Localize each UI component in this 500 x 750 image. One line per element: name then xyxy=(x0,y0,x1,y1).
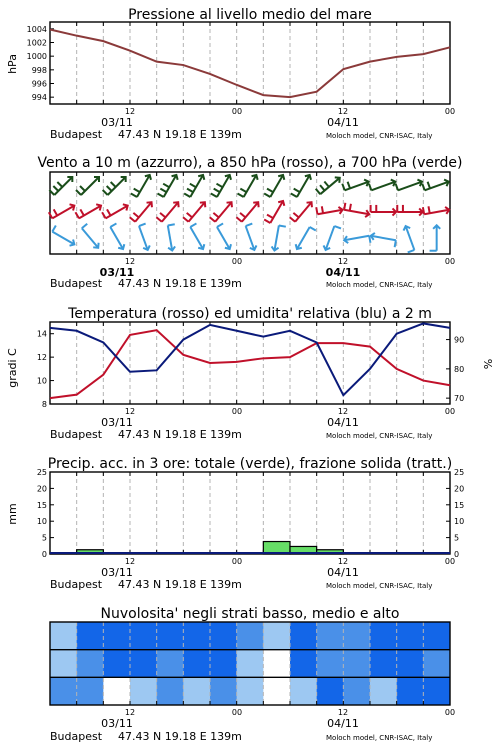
x-tick-label: 12 xyxy=(124,107,136,116)
cloud-cell xyxy=(397,650,424,678)
wind-barb xyxy=(289,202,313,222)
barb-feather xyxy=(53,186,58,191)
barb-shaft xyxy=(317,199,342,224)
wind-barb xyxy=(186,222,209,249)
y-tick-label: 25 xyxy=(36,468,47,477)
location-coords: 47.43 N 19.18 E 139m xyxy=(118,128,242,141)
date-label: 03/11 xyxy=(101,717,133,730)
cloud-cell xyxy=(183,650,210,678)
wind-barb xyxy=(420,225,449,254)
wind-barb xyxy=(367,196,396,225)
barb-shaft xyxy=(294,202,314,222)
wind-barb xyxy=(420,172,448,198)
cloud-cell xyxy=(263,650,290,678)
wind-barb xyxy=(340,172,368,198)
precipitation-chart-title: Precip. acc. in 3 ore: totale (verde), frazione solida (tratt.) xyxy=(47,456,453,472)
y-tick-label: 12 xyxy=(36,353,47,363)
cloud-cell xyxy=(397,677,424,705)
wind-barb xyxy=(207,175,234,198)
x-tick-label: 12 xyxy=(337,557,349,566)
barb-feather xyxy=(57,182,62,187)
wind-barb xyxy=(47,200,74,223)
cloud-cell xyxy=(290,650,317,678)
wind-barb xyxy=(235,202,259,222)
temperature-chart-title: Temperatura (rosso) ed umidita' relativa (blu) a 2 m xyxy=(68,306,432,322)
barb-feather xyxy=(110,222,116,228)
cloud-cell xyxy=(157,650,184,678)
barb-feather xyxy=(190,222,196,228)
cloud-cell xyxy=(157,622,184,650)
date-label: 03/11 xyxy=(101,566,133,579)
barb-shaft xyxy=(160,202,180,222)
cloud-cell xyxy=(370,650,397,678)
barb-shaft xyxy=(214,202,234,222)
x-tick-label: 00 xyxy=(231,257,243,266)
y-tick-label-right: 70 xyxy=(454,394,465,404)
y-tick-label: 1000 xyxy=(26,52,47,62)
cloud-cell xyxy=(103,650,130,678)
barb-feather xyxy=(190,182,196,188)
wind-barb xyxy=(101,200,128,223)
barb-feather xyxy=(291,192,297,198)
barb-feather xyxy=(187,187,193,193)
y-tick-label-right: 80 xyxy=(454,364,465,374)
barb-feather xyxy=(163,182,169,188)
cloud-cell xyxy=(183,622,210,650)
barb-feather xyxy=(210,217,215,222)
barb-feather xyxy=(399,205,406,212)
barb-feather xyxy=(294,187,300,193)
barb-shaft xyxy=(320,176,340,196)
location-city: Budapest xyxy=(50,277,103,290)
y-tick-label: 10 xyxy=(36,517,47,527)
wind-barb xyxy=(106,222,129,249)
x-tick-label: 12 xyxy=(337,407,349,416)
wind-barb xyxy=(261,201,288,224)
wind-barb xyxy=(344,225,373,253)
x-tick-label: 00 xyxy=(444,557,456,566)
barb-feather xyxy=(320,185,325,190)
x-tick-label: 00 xyxy=(444,407,456,416)
cloud-cell xyxy=(237,622,264,650)
barb-feather xyxy=(315,189,320,194)
wind-barb xyxy=(234,175,261,198)
location-coords: 47.43 N 19.18 E 139m xyxy=(118,428,242,441)
barb-feather xyxy=(217,182,223,188)
wind-barb xyxy=(51,222,74,249)
cloud-cell xyxy=(290,677,317,705)
cloud-cell xyxy=(370,677,397,705)
barb-shaft xyxy=(424,225,449,250)
location-city: Budapest xyxy=(50,128,103,141)
y-tick-label: 15 xyxy=(36,500,47,510)
barb-feather xyxy=(217,222,223,228)
wind-barb xyxy=(394,172,422,198)
barb-feather xyxy=(236,217,241,222)
barb-shaft xyxy=(80,228,100,248)
wind-barb xyxy=(292,226,319,249)
model-credit: Moloch model, CNR-ISAC, Italy xyxy=(326,734,433,742)
wind-barb xyxy=(396,226,422,254)
wind-barb xyxy=(261,175,288,198)
barb-shaft xyxy=(344,199,369,224)
cloud-cell xyxy=(50,650,77,678)
barb-feather xyxy=(184,192,190,198)
cloud-cell xyxy=(397,622,424,650)
barb-feather xyxy=(101,212,107,218)
precipitation-plot-frame xyxy=(50,472,450,554)
wind-barb xyxy=(155,202,179,222)
location-coords: 47.43 N 19.18 E 139m xyxy=(118,730,242,743)
cloud-cell xyxy=(317,677,344,705)
barb-feather xyxy=(213,212,218,217)
wind-barb xyxy=(182,202,206,222)
y-tick-label: 10 xyxy=(36,376,47,386)
cloud-cell xyxy=(77,677,104,705)
wind-barb xyxy=(209,202,233,222)
y-tick-label-right: 90 xyxy=(454,335,465,345)
barb-shaft xyxy=(371,174,395,198)
barb-shaft xyxy=(371,225,396,250)
model-credit: Moloch model, CNR-ISAC, Italy xyxy=(326,281,433,289)
y-tick-label: 0 xyxy=(41,550,47,559)
barb-feather xyxy=(74,212,80,218)
barb-feather xyxy=(133,212,138,217)
barb-feather xyxy=(183,217,188,222)
barb-feather xyxy=(279,223,286,230)
temperature-line xyxy=(50,330,450,398)
barb-shaft xyxy=(240,202,260,222)
y-tick-label-right: 25 xyxy=(454,468,465,477)
barb-feather xyxy=(160,187,166,193)
cloud-cell xyxy=(343,622,370,650)
barb-feather xyxy=(392,240,399,247)
wind-barb xyxy=(131,222,157,250)
barb-feather xyxy=(131,192,137,198)
wind-chart-title: Vento a 10 m (azzurro), a 850 hPa (rosso), a 700 hPa (verde) xyxy=(37,155,463,171)
y-tick-label-right: 15 xyxy=(454,500,465,510)
wind-barb xyxy=(420,197,449,225)
pressure-chart-title: Pressione al livello medio del mare xyxy=(128,7,372,23)
x-tick-label: 00 xyxy=(231,557,243,566)
date-label: 03/11 xyxy=(101,116,133,129)
barb-feather xyxy=(310,226,316,232)
model-credit: Moloch model, CNR-ISAC, Italy xyxy=(326,132,433,140)
date-label: 04/11 xyxy=(327,416,359,429)
y-tick-label-right: 0 xyxy=(454,550,460,559)
wind-barb xyxy=(264,223,293,251)
humidity-ylabel: % xyxy=(482,358,495,370)
wind-barb xyxy=(49,177,72,195)
barb-shaft xyxy=(397,199,422,224)
location-city: Budapest xyxy=(50,428,103,441)
y-tick-label-right: 10 xyxy=(454,517,465,527)
cloud-cell xyxy=(423,677,450,705)
x-tick-label: 00 xyxy=(231,708,243,717)
wind-barb xyxy=(76,177,99,195)
wind-barb xyxy=(371,225,399,254)
precipitation-ylabel: mm xyxy=(6,503,19,525)
footer-panel-5 xyxy=(50,730,432,743)
date-label: 04/11 xyxy=(327,116,359,129)
barb-feather xyxy=(324,181,329,186)
wind-barb xyxy=(212,222,235,249)
barb-feather xyxy=(240,187,246,193)
date-label: 03/11 xyxy=(101,416,133,429)
cloud-cell xyxy=(423,650,450,678)
wind-barb xyxy=(157,221,185,250)
barb-shaft xyxy=(131,226,155,250)
y-tick-label: 1004 xyxy=(26,24,47,34)
pressure-ylabel: hPa xyxy=(6,54,19,74)
model-credit: Moloch model, CNR-ISAC, Italy xyxy=(326,432,433,440)
barb-feather xyxy=(211,192,217,198)
cloud-cell xyxy=(343,677,370,705)
barb-feather xyxy=(106,209,112,215)
footer-panel-1 xyxy=(50,128,432,141)
barb-shaft xyxy=(134,202,154,222)
location-coords: 47.43 N 19.18 E 139m xyxy=(118,277,242,290)
barb-shaft xyxy=(424,199,449,224)
y-tick-label: 994 xyxy=(31,93,47,103)
wind-barb xyxy=(103,177,126,195)
y-tick-label: 1002 xyxy=(26,38,47,48)
cloud-cell xyxy=(263,622,290,650)
wind-barb xyxy=(315,176,339,196)
barb-feather xyxy=(293,212,298,217)
x-tick-label: 12 xyxy=(124,557,136,566)
cloud-cell xyxy=(130,650,157,678)
barb-feather xyxy=(107,186,112,191)
model-credit: Moloch model, CNR-ISAC, Italy xyxy=(326,582,433,590)
y-tick-label: 5 xyxy=(41,533,47,543)
cloud-cell xyxy=(77,650,104,678)
barb-feather xyxy=(240,212,245,217)
barb-shaft xyxy=(238,226,262,250)
y-tick-label: 996 xyxy=(31,79,47,89)
barb-feather xyxy=(158,192,164,198)
barb-feather xyxy=(214,187,220,193)
cloud-cell xyxy=(423,622,450,650)
barb-feather xyxy=(80,186,85,191)
cloud-cell xyxy=(157,677,184,705)
cloud-cell xyxy=(77,622,104,650)
x-tick-label: 12 xyxy=(337,708,349,717)
barb-feather xyxy=(52,209,58,215)
y-tick-label: 8 xyxy=(41,400,47,409)
cloud-cell xyxy=(103,677,130,705)
date-label: 04/11 xyxy=(327,717,359,730)
x-tick-label: 00 xyxy=(444,708,456,717)
barb-shaft xyxy=(371,199,396,224)
barb-feather xyxy=(82,223,87,228)
y-tick-label-right: 5 xyxy=(454,533,460,543)
barb-feather xyxy=(187,212,192,217)
barb-shaft xyxy=(108,177,126,195)
cloud-cell xyxy=(237,677,264,705)
barb-shaft xyxy=(81,177,99,195)
x-tick-label: 00 xyxy=(444,257,456,266)
pressure-line xyxy=(50,30,450,98)
wind-barb xyxy=(154,175,181,198)
cloud-cell xyxy=(290,622,317,650)
x-tick-label: 12 xyxy=(337,257,349,266)
barb-feather xyxy=(134,187,140,193)
barb-feather xyxy=(111,182,116,187)
cloud-cell xyxy=(343,650,370,678)
wind-barb xyxy=(394,196,423,225)
wind-barb xyxy=(181,175,208,198)
barb-feather xyxy=(373,205,380,212)
barb-feather xyxy=(267,187,273,193)
cloud-cell xyxy=(210,622,237,650)
barb-shaft xyxy=(54,177,72,195)
cloud-cell xyxy=(210,677,237,705)
location-coords: 47.43 N 19.18 E 139m xyxy=(118,578,242,591)
cloud-cell xyxy=(317,650,344,678)
barb-feather xyxy=(430,247,437,254)
cloud-cell xyxy=(50,622,77,650)
barb-shaft xyxy=(157,225,182,250)
barb-shaft xyxy=(344,225,369,250)
barb-shaft xyxy=(187,202,207,222)
cloud-chart-title: Nuvolosita' negli strati basso, medio e alto xyxy=(100,606,400,622)
cloud-cell xyxy=(103,622,130,650)
footer-panel-3 xyxy=(50,428,432,441)
barb-feather xyxy=(79,209,85,215)
wind-barb xyxy=(129,202,153,222)
barb-feather xyxy=(238,192,244,198)
cloud-cell xyxy=(370,622,397,650)
wind-barb xyxy=(287,175,314,198)
barb-feather xyxy=(156,217,161,222)
x-tick-label: 00 xyxy=(444,107,456,116)
location-city: Budapest xyxy=(50,730,103,743)
wind-barb xyxy=(80,223,100,247)
cloud-cell xyxy=(237,650,264,678)
barb-feather xyxy=(264,218,270,224)
barb-feather xyxy=(264,192,270,198)
y-tick-label: 20 xyxy=(36,484,47,494)
cloud-cell xyxy=(130,677,157,705)
wind-barb xyxy=(313,197,342,225)
y-tick-label-right: 20 xyxy=(454,484,465,494)
barb-feather xyxy=(267,213,273,219)
wind-barb xyxy=(74,200,101,223)
barb-feather xyxy=(51,226,57,232)
barb-feather xyxy=(290,217,295,222)
footer-panel-4 xyxy=(50,578,432,591)
wind-barb xyxy=(318,224,346,250)
wind-barb xyxy=(238,222,264,250)
cloud-cell xyxy=(210,650,237,678)
cloud-cell xyxy=(317,622,344,650)
barb-shaft xyxy=(264,225,289,250)
x-tick-label: 12 xyxy=(124,407,136,416)
barb-shaft xyxy=(398,226,422,250)
x-tick-label: 00 xyxy=(231,107,243,116)
location-city: Budapest xyxy=(50,578,103,591)
pressure-plot-frame xyxy=(50,22,450,104)
barb-shaft xyxy=(318,226,342,250)
temperature-ylabel: gradi C xyxy=(6,348,19,388)
date-label: 04/11 xyxy=(325,266,361,279)
date-label: 03/11 xyxy=(99,266,135,279)
x-tick-label: 00 xyxy=(231,407,243,416)
y-tick-label: 14 xyxy=(36,329,47,339)
x-tick-label: 12 xyxy=(124,708,136,717)
x-tick-label: 12 xyxy=(124,257,136,266)
barb-feather xyxy=(160,212,165,217)
x-tick-label: 12 xyxy=(337,107,349,116)
barb-feather xyxy=(130,217,135,222)
wind-barb xyxy=(127,175,154,198)
wind-barb xyxy=(367,172,395,198)
cloud-cell xyxy=(263,677,290,705)
date-label: 04/11 xyxy=(327,566,359,579)
barb-shaft xyxy=(398,174,422,198)
barb-feather xyxy=(334,224,341,231)
cloud-cell xyxy=(130,622,157,650)
cloud-cell xyxy=(183,677,210,705)
y-tick-label: 998 xyxy=(31,65,47,75)
cloud-cell xyxy=(50,677,77,705)
wind-barb xyxy=(341,195,369,224)
